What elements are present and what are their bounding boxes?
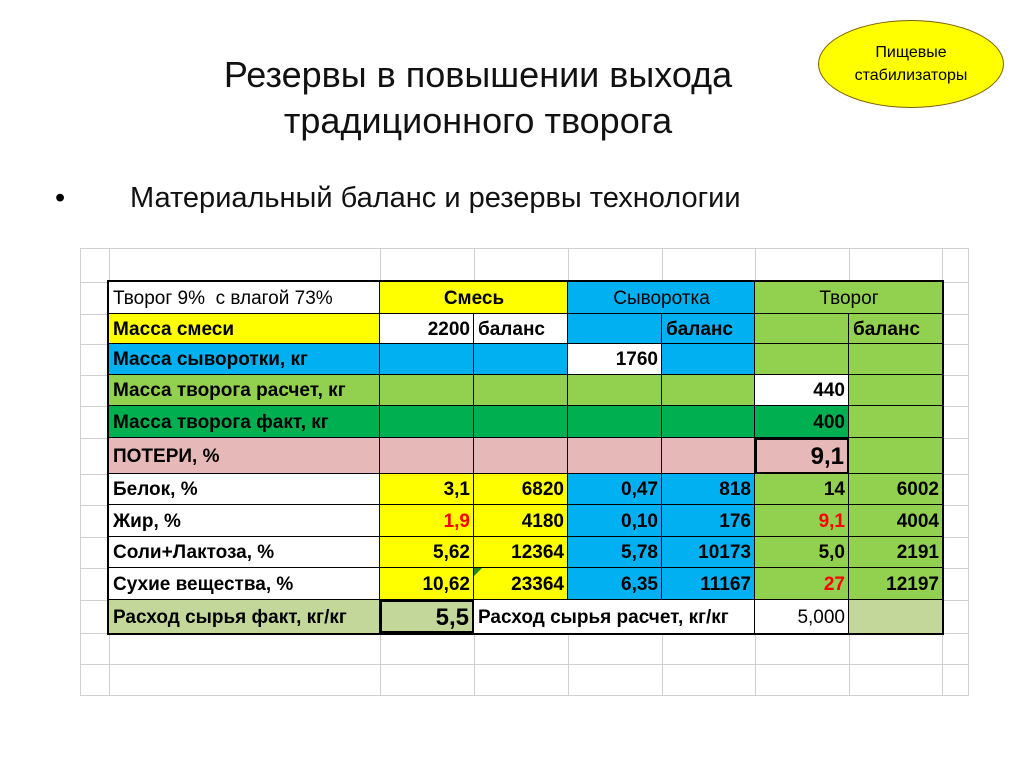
- row-label: Соли+Лактоза, %: [109, 537, 380, 568]
- error-indicator-icon: [474, 568, 482, 576]
- whey-balance-cell: 818: [662, 474, 755, 505]
- whey-pct-cell: 1760: [568, 344, 662, 375]
- consumption-calc-label: Расход сырья расчет, кг/кг: [474, 600, 755, 633]
- whey-balance-cell: [662, 438, 755, 474]
- consumption-actual-value: 5,5: [380, 600, 474, 633]
- curd-balance-cell: 12197: [849, 568, 942, 600]
- slide-title: [120, 52, 836, 144]
- table-title-cell: Творог 9% с влагой 73%: [109, 282, 380, 314]
- mix-pct-cell: 1,9: [380, 505, 474, 537]
- whey-balance-cell: 176: [662, 505, 755, 537]
- curd-balance-cell: [849, 406, 942, 438]
- mix-pct-cell: [380, 344, 474, 375]
- row-label: Масса творога расчет, кг: [109, 375, 380, 406]
- curd-balance-cell: [849, 375, 942, 406]
- whey-pct-cell: 6,35: [568, 568, 662, 600]
- row-label: Масса творога факт, кг: [109, 406, 380, 438]
- mix-balance-cell: [474, 438, 568, 474]
- curd-pct-cell: 400: [755, 406, 849, 438]
- whey-pct-cell: [568, 375, 662, 406]
- curd-pct-cell: 5,0: [755, 537, 849, 568]
- mix-pct-cell: 5,62: [380, 537, 474, 568]
- curd-balance-cell: [849, 344, 942, 375]
- badge-text-line: стабилизаторы: [854, 67, 968, 84]
- mix-pct-cell: [380, 406, 474, 438]
- mix-balance-cell: [474, 406, 568, 438]
- losses-value-cell: 9,1: [755, 438, 849, 474]
- curd-balance-cell: баланс: [849, 314, 942, 344]
- consumption-actual-label: Расход сырья факт, кг/кг: [109, 600, 380, 633]
- curd-balance-cell: 4004: [849, 505, 942, 537]
- mix-pct-cell: 3,1: [380, 474, 474, 505]
- whey-pct-cell: [568, 406, 662, 438]
- whey-balance-cell: [662, 406, 755, 438]
- curd-balance-cell: 2191: [849, 537, 942, 568]
- mix-pct-cell: [380, 438, 474, 474]
- curd-group-header: Творог: [755, 282, 942, 314]
- whey-pct-cell: [568, 314, 662, 344]
- badge-text-line: Пищевые: [875, 44, 947, 61]
- consumption-calc-value: 5,000: [755, 600, 849, 633]
- mix-balance-cell: баланс: [474, 314, 568, 344]
- curd-pct-cell: 9,1: [755, 505, 849, 537]
- mix-balance-cell: 23364: [474, 568, 568, 600]
- material-balance-table: [107, 280, 944, 635]
- curd-pct-cell: 27: [755, 568, 849, 600]
- whey-balance-cell: [662, 344, 755, 375]
- curd-balance-cell: 6002: [849, 474, 942, 505]
- whey-balance-cell: баланс: [662, 314, 755, 344]
- bullet-icon: •: [55, 182, 66, 214]
- bullet-text: Материальный баланс и резервы технологии: [130, 182, 741, 214]
- mix-group-header: Смесь: [380, 282, 568, 314]
- curd-pct-cell: [755, 344, 849, 375]
- curd-pct-cell: [755, 314, 849, 344]
- mix-pct-cell: 2200: [380, 314, 474, 344]
- curd-balance-cell: [849, 438, 942, 474]
- mix-pct-cell: 10,62: [380, 568, 474, 600]
- mix-balance-cell: 12364: [474, 537, 568, 568]
- row-label: Белок, %: [109, 474, 380, 505]
- whey-pct-cell: 5,78: [568, 537, 662, 568]
- mix-balance-cell: [474, 344, 568, 375]
- whey-balance-cell: 11167: [662, 568, 755, 600]
- row-label: Жир, %: [109, 505, 380, 537]
- row-label: Сухие вещества, %: [109, 568, 380, 600]
- slide-title-line: традиционного творога: [283, 100, 673, 141]
- whey-balance-cell: 10173: [662, 537, 755, 568]
- curd-balance-cell: [849, 600, 942, 633]
- row-label: Масса сыворотки, кг: [109, 344, 380, 375]
- slide-title-line: Резервы в повышении выхода: [223, 54, 733, 95]
- whey-pct-cell: 0,47: [568, 474, 662, 505]
- mix-balance-cell: 4180: [474, 505, 568, 537]
- row-label: ПОТЕРИ, %: [109, 438, 380, 474]
- whey-group-header: Сыворотка: [568, 282, 755, 314]
- mix-pct-cell: [380, 375, 474, 406]
- mix-balance-cell: [474, 375, 568, 406]
- curd-pct-cell: 14: [755, 474, 849, 505]
- row-label: Масса смеси: [109, 314, 380, 344]
- whey-balance-cell: [662, 375, 755, 406]
- mix-balance-cell: 6820: [474, 474, 568, 505]
- curd-pct-cell: 440: [755, 375, 849, 406]
- whey-pct-cell: [568, 438, 662, 474]
- food-stabilizers-badge: [818, 20, 1004, 108]
- whey-pct-cell: 0,10: [568, 505, 662, 537]
